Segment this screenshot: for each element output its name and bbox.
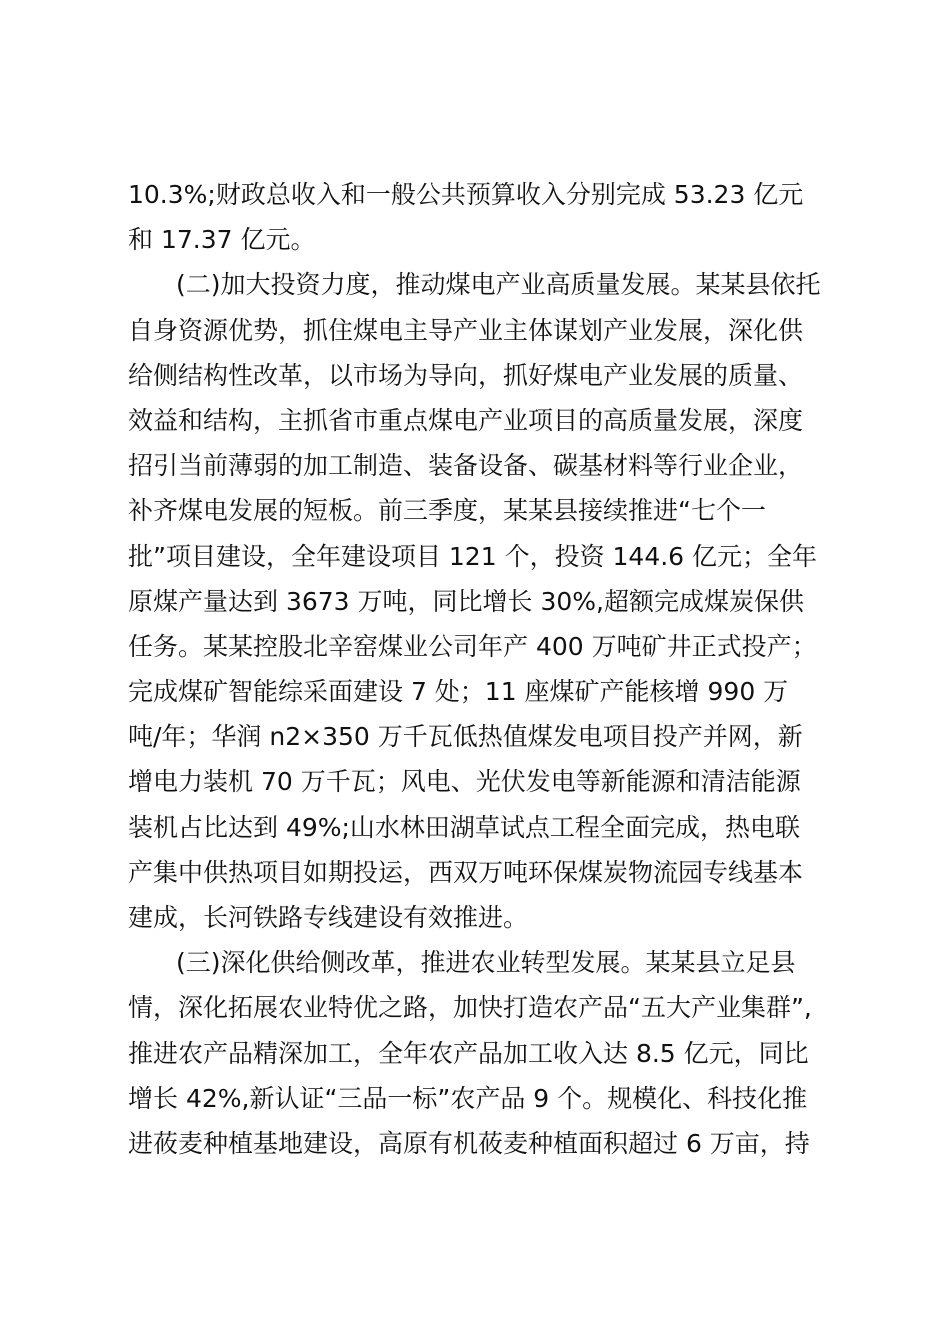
text-line: 增长 42%,新认证“三品一标”农产品 9 个。规模化、科技化推	[128, 1083, 808, 1113]
text-line: 推进农产品精深加工，全年农产品加工收入达 8.5 亿元，同比	[128, 1038, 809, 1068]
text-line: 完成煤矿智能综采面建设 7 处；11 座煤矿产能核增 990 万	[128, 677, 789, 707]
text-line: 情，深化拓展农业特优之路，加快打造农产品“五大产业集群”,	[128, 993, 812, 1023]
text-line: 吨/年；华润 n2×350 万千瓦低热值煤发电项目投产并网，新	[128, 722, 803, 752]
paragraph-1	[128, 172, 824, 262]
text-line: 自身资源优势，抓住煤电主导产业主体谋划产业发展，深化供	[128, 315, 804, 345]
text-line: 产集中供热项目如期投运，西双万吨环保煤炭物流园专线基本	[128, 857, 804, 887]
text-line: 效益和结构，主抓省市重点煤电产业项目的高质量发展，深度	[128, 405, 804, 435]
text-line: 批”项目建设，全年建设项目 121 个，投资 144.6 亿元；全年	[128, 541, 818, 571]
text-line: 增电力装机 70 万千瓦；风电、光伏发电等新能源和清洁能源	[128, 767, 801, 797]
document-body	[128, 172, 824, 1166]
paragraph-2	[128, 262, 824, 940]
text-line: 给侧结构性改革，以市场为导向，抓好煤电产业发展的质量、	[128, 360, 804, 390]
paragraph-3	[128, 940, 824, 1166]
text-line: 招引当前薄弱的加工制造、装备设备、碳基材料等行业企业，	[128, 451, 804, 481]
text-line: 补齐煤电发展的短板。前三季度，某某县接续推进“七个一	[128, 496, 766, 526]
text-line: (三)深化供给侧改革，推进农业转型发展。某某县立足县	[176, 948, 796, 978]
text-line: 任务。某某控股北辛窑煤业公司年产 400 万吨矿井正式投产；	[128, 631, 817, 661]
text-line: 装机占比达到 49%;山水林田湖草试点工程全面完成，热电联	[128, 812, 800, 842]
text-line: 建成，长河铁路专线建设有效推进。	[128, 903, 529, 932]
text-line: 10.3%;财政总收入和一般公共预算收入分别完成 53.23 亿元	[128, 180, 804, 209]
text-line: 和 17.37 亿元。	[128, 225, 316, 255]
text-line: 原煤产量达到 3673 万吨，同比增长 30%,超额完成煤炭保供	[128, 586, 804, 616]
text-line: 进莜麦种植基地建设，高原有机莜麦种植面积超过 6 万亩，持	[128, 1128, 810, 1158]
text-line: (二)加大投资力度，推动煤电产业高质量发展。某某县依托	[176, 270, 821, 300]
